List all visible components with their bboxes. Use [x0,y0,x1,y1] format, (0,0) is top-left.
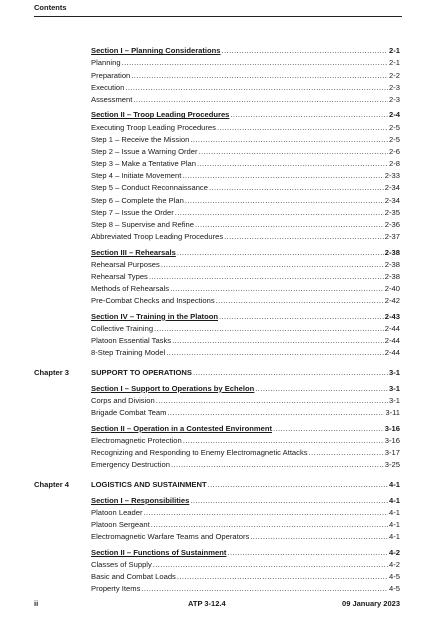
toc-entry-title[interactable]: Collective Training [91,323,154,333]
dot-leader [153,559,388,571]
toc-page-number[interactable]: 2-34 [384,183,400,193]
toc-section-row[interactable] [34,109,400,121]
toc-entry[interactable] [91,158,400,170]
toc-page-number[interactable]: 3-11 [385,408,400,418]
toc-entry-title[interactable]: Abbreviated Troop Leading Procedures [91,232,224,242]
toc-item-row[interactable] [34,519,400,531]
toc-entry[interactable] [91,547,400,559]
toc-page-number[interactable]: 4-1 [389,507,400,517]
dot-leader [224,231,384,243]
toc-page-number[interactable]: 2-33 [384,171,400,181]
toc-entry[interactable] [91,559,400,571]
dot-leader [167,407,384,419]
toc-item-row[interactable] [34,347,400,359]
toc-entry-title[interactable]: Platoon Essential Tasks [91,336,172,346]
toc-entry[interactable] [91,259,400,271]
toc-page-number[interactable]: 3-1 [389,383,400,393]
toc-entry[interactable] [91,407,400,419]
dot-leader [185,195,384,207]
dot-leader [161,259,384,271]
toc-page-number[interactable]: 2-1 [389,58,400,68]
toc-item-row[interactable] [34,195,400,207]
dot-leader [197,158,388,170]
toc-entry-title[interactable]: Preparation [91,70,131,80]
toc-entry[interactable] [91,531,400,543]
toc-entry[interactable] [91,347,400,359]
toc-entry-title[interactable]: Section I – Support to Operations by Echelon [91,383,255,393]
toc-entry[interactable] [91,571,400,583]
toc-entry[interactable] [91,311,400,323]
dot-leader [182,170,383,182]
toc-entry-title[interactable]: Electromagnetic Protection [91,435,182,445]
dot-leader [227,547,388,559]
toc-chapter-label: Chapter 4 [34,480,70,490]
dot-leader [273,423,384,435]
toc-page-number[interactable]: 4-1 [389,480,400,490]
dot-leader [170,283,384,295]
toc-page-number[interactable]: 2-44 [384,348,400,358]
toc-item-row[interactable] [34,323,400,335]
toc-page-number[interactable]: 3-1 [389,368,400,378]
toc-entry[interactable] [91,82,400,94]
header-rule [34,16,402,17]
dot-leader [219,311,384,323]
toc-entry[interactable] [91,507,400,519]
toc-item-row[interactable] [34,231,400,243]
dot-leader [151,519,388,531]
dot-leader [190,495,388,507]
toc-entry-title[interactable]: SUPPORT TO OPERATIONS [91,368,192,378]
toc-page-number[interactable]: 2-8 [389,159,400,169]
toc-item-row[interactable] [34,435,400,447]
dot-leader [172,335,384,347]
toc-item-row[interactable] [34,447,400,459]
toc-item-row[interactable] [34,395,400,407]
dot-leader [177,571,388,583]
dot-leader [216,295,384,307]
toc-section-row[interactable] [34,247,400,259]
dot-leader [171,459,384,471]
toc-page-number[interactable]: 4-1 [389,520,400,530]
toc-section-row[interactable] [34,311,400,323]
toc-entry-title[interactable]: Step 2 – Issue a Warning Order [91,146,198,156]
toc-page-number[interactable]: 2-4 [389,110,400,120]
toc-entry[interactable] [91,383,400,395]
dot-leader [166,347,384,359]
toc-entry[interactable] [91,423,400,435]
toc-item-row[interactable] [34,271,400,283]
toc-section-row[interactable] [34,45,400,57]
toc-chapter-label: Chapter 3 [34,368,70,378]
dot-leader [122,57,388,69]
toc-page-number[interactable]: 2-5 [389,134,400,144]
toc-item-row[interactable] [34,571,400,583]
toc-entry-title[interactable]: Step 6 – Complete the Plan [91,195,184,205]
toc-entry-title[interactable]: Section II – Functions of Sustainment [91,547,227,557]
toc-page-number[interactable]: 3-16 [384,435,400,445]
dot-leader [149,271,384,283]
toc-page-number[interactable]: 2-43 [384,311,400,321]
toc-entry-title[interactable]: Step 7 – Issue the Order [91,207,174,217]
toc-entry[interactable] [91,195,400,207]
toc-page-number[interactable]: 2-2 [389,70,400,80]
toc-item-row[interactable] [34,70,400,82]
dot-leader [230,109,388,121]
toc-entry-title[interactable]: Assessment [91,94,133,104]
toc-page-number[interactable]: 2-44 [384,336,400,346]
toc-entry-title[interactable]: Step 5 – Conduct Reconnaissance [91,183,208,193]
toc-page-number[interactable]: 2-38 [384,271,400,281]
toc-entry[interactable] [91,109,400,121]
toc-item-row[interactable] [34,170,400,182]
dot-leader [217,122,388,134]
dot-leader [208,479,388,491]
dot-leader [156,395,388,407]
toc-item-row[interactable] [34,459,400,471]
toc-page-number[interactable]: 2-38 [384,247,400,257]
dot-leader [131,70,388,82]
table-of-contents [34,42,400,595]
dot-leader [144,507,389,519]
toc-entry[interactable] [91,447,400,459]
toc-entry-title[interactable]: Recognizing and Responding to Enemy Electromagnetic Attacks [91,447,308,457]
toc-page-number[interactable]: 4-2 [389,559,400,569]
dot-leader [125,82,388,94]
toc-entry-title[interactable]: Rehearsal Types [91,271,148,281]
toc-page-number[interactable]: 4-1 [389,495,400,505]
dot-leader [183,435,384,447]
toc-page-number[interactable]: 2-36 [384,220,400,229]
toc-item-row[interactable] [34,559,400,571]
toc-page-number[interactable]: 4-5 [389,572,400,581]
toc-chapter-row[interactable] [34,479,400,491]
toc-item-row[interactable] [34,146,400,158]
toc-item-row[interactable] [34,94,400,106]
toc-item-row[interactable] [34,259,400,271]
dot-leader [154,323,384,335]
toc-section-row[interactable] [34,383,400,395]
toc-page-number[interactable]: 3-1 [389,396,400,405]
toc-page-number[interactable]: 3-25 [384,460,400,470]
toc-entry-title[interactable]: Section II – Operation in a Contested Environment [91,423,273,433]
toc-item-row[interactable] [34,182,400,194]
toc-entry[interactable] [91,459,400,471]
toc-entry-title[interactable]: Brigade Combat Team [91,408,167,418]
toc-entry[interactable] [91,170,400,182]
toc-entry-title[interactable]: Step 1 – Receive the Mission [91,134,190,144]
dot-leader [250,531,388,543]
toc-page-number[interactable]: 2-40 [384,284,400,294]
toc-item-row[interactable] [34,283,400,295]
toc-entry-title[interactable]: Methods of Rehearsals [91,284,170,294]
toc-entry-title[interactable]: Section II – Troop Leading Procedures [91,110,230,120]
toc-entry[interactable] [91,231,400,243]
toc-item-row[interactable] [34,122,400,134]
toc-entry-title[interactable]: Executing Troop Leading Procedures [91,122,216,132]
toc-page-number[interactable]: 2-5 [389,122,400,132]
toc-entry-title[interactable]: Execution [91,82,125,92]
dot-leader [255,383,388,395]
toc-section-row[interactable] [34,495,400,507]
toc-page-number[interactable]: 2-38 [384,259,400,269]
toc-item-row[interactable] [34,583,400,595]
toc-item-row[interactable] [34,531,400,543]
toc-entry-title[interactable]: Rehearsal Purposes [91,259,160,269]
toc-page-number[interactable]: 4-1 [389,532,400,542]
toc-entry-title[interactable]: Corps and Division [91,396,155,405]
toc-item-row[interactable] [34,407,400,419]
dot-leader [177,247,384,259]
toc-entry-title[interactable]: Step 8 – Supervise and Refine [91,220,195,229]
dot-leader [133,94,388,106]
dot-leader [193,367,388,379]
toc-entry-title[interactable]: Electromagnetic Warfare Teams and Operators [91,532,250,542]
toc-page-number[interactable]: 2-35 [384,207,400,217]
toc-entry[interactable] [91,479,400,491]
toc-entry[interactable] [91,70,400,82]
toc-page-number[interactable]: 3-16 [384,423,400,433]
toc-entry-title[interactable]: Property Items [91,584,141,594]
toc-item-row[interactable] [34,158,400,170]
toc-entry[interactable] [91,146,400,158]
toc-entry[interactable] [91,323,400,335]
toc-entry-title[interactable]: Platoon Leader [91,507,143,517]
toc-entry-title[interactable]: Step 4 – Initiate Movement [91,171,182,181]
dot-leader [195,219,384,231]
toc-entry[interactable] [91,134,400,146]
toc-page-number[interactable]: 2-3 [389,94,400,104]
toc-page-number[interactable]: 2-1 [389,46,400,56]
dot-leader [175,207,384,219]
toc-entry[interactable] [91,271,400,283]
toc-entry[interactable] [91,495,400,507]
toc-item-row[interactable] [34,134,400,146]
toc-entry-title[interactable]: Pre-Combat Checks and Inspections [91,296,215,306]
footer-date: 09 January 2023 [342,599,400,608]
toc-section-row[interactable] [34,423,400,435]
toc-entry-title[interactable]: 8-Step Training Model [91,348,166,358]
toc-entry[interactable] [91,295,400,307]
toc-entry[interactable] [91,335,400,347]
toc-entry-title[interactable]: Section IV – Training in the Platoon [91,311,218,321]
toc-item-row[interactable] [34,295,400,307]
toc-entry[interactable] [91,122,400,134]
running-header-title: Contents [34,3,67,12]
footer-publication: ATP 3-12.4 [188,599,226,608]
footer-page-number: ii [34,599,39,608]
toc-entry-title[interactable]: Section III – Rehearsals [91,247,176,257]
toc-entry[interactable] [91,219,400,231]
toc-item-row[interactable] [34,219,400,231]
dot-leader [209,182,384,194]
toc-entry-title[interactable]: Platoon Sergeant [91,520,150,530]
toc-item-row[interactable] [34,335,400,347]
toc-entry[interactable] [91,247,400,259]
toc-entry-title[interactable]: Section I – Responsibilities [91,495,190,505]
dot-leader [199,146,389,158]
toc-page-number[interactable]: 2-3 [389,82,400,92]
toc-entry[interactable] [91,367,400,379]
toc-entry-title[interactable]: Step 3 – Make a Tentative Plan [91,159,196,169]
toc-page-number[interactable]: 3-17 [384,447,400,457]
dot-leader [141,583,388,595]
toc-page-number[interactable]: 2-44 [384,323,400,333]
dot-leader [309,447,384,459]
toc-chapter-row[interactable] [34,367,400,379]
toc-item-row[interactable] [34,207,400,219]
toc-entry[interactable] [91,57,400,69]
toc-entry[interactable] [91,583,400,595]
toc-entry-title[interactable]: Classes of Supply [91,559,152,569]
toc-page-number[interactable]: 2-37 [384,232,400,242]
toc-entry[interactable] [91,395,400,407]
toc-page-number[interactable]: 2-6 [389,146,400,156]
toc-entry[interactable] [91,182,400,194]
toc-entry-title[interactable]: Planning [91,58,121,68]
toc-page-number[interactable]: 2-42 [384,296,400,306]
toc-entry-title[interactable]: LOGISTICS AND SUSTAINMENT [91,480,207,490]
toc-page-number[interactable]: 4-2 [389,547,400,557]
toc-section-row[interactable] [34,547,400,559]
toc-entry-title[interactable]: Emergency Destruction [91,460,170,470]
toc-entry[interactable] [91,94,400,106]
toc-entry[interactable] [91,45,400,57]
toc-item-row[interactable] [34,82,400,94]
toc-page-number[interactable]: 2-34 [384,195,400,205]
toc-item-row[interactable] [34,57,400,69]
toc-entry-title[interactable]: Section I – Planning Considerations [91,46,221,56]
toc-entry-title[interactable]: Basic and Combat Loads [91,572,176,581]
toc-entry[interactable] [91,435,400,447]
toc-page-number[interactable]: 4-5 [389,584,400,594]
dot-leader [190,134,388,146]
toc-entry[interactable] [91,519,400,531]
toc-entry[interactable] [91,207,400,219]
dot-leader [222,45,388,57]
toc-item-row[interactable] [34,507,400,519]
toc-entry[interactable] [91,283,400,295]
